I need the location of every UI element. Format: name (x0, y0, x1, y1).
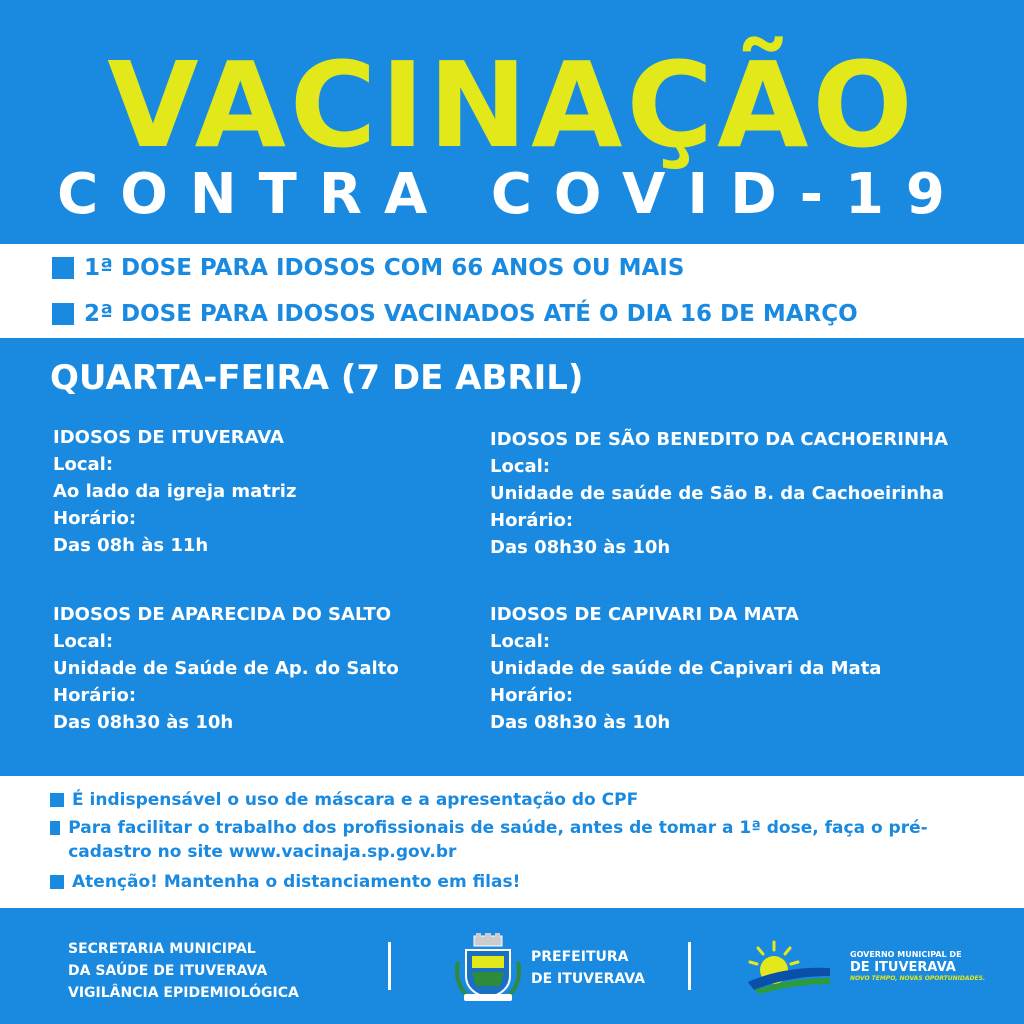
local-value: Unidade de saúde de São B. da Cachoeirinha (490, 483, 945, 504)
location-group: IDOSOS DE ITUVERAVA (53, 427, 284, 448)
horario-value: Das 08h às 11h (53, 535, 209, 556)
horario-label: Horário: (53, 508, 137, 529)
footer-line: VIGILÂNCIA EPIDEMIOLÓGICA (68, 985, 299, 1001)
location-group: IDOSOS DE APARECIDA DO SALTO (53, 604, 392, 625)
dose-item-second (52, 299, 858, 329)
local-value: Unidade de Saúde de Ap. do Salto (53, 658, 399, 679)
footer-prefeitura (531, 946, 645, 990)
dose-label: 1ª DOSE PARA IDOSOS COM 66 ANOS OU MAIS (84, 255, 685, 281)
local-label: Local: (53, 631, 114, 652)
footer-divider (388, 942, 391, 990)
page-subtitle: CONTRA COVID-19 (57, 162, 967, 227)
location-ituverava (53, 424, 296, 559)
footer-governo (850, 950, 985, 983)
square-bullet-icon (50, 875, 64, 889)
horario-label: Horário: (490, 510, 574, 531)
governo-name: DE ITUVERAVA (850, 960, 956, 975)
page-title: VACINAÇÃO (107, 36, 917, 174)
note-text: Para facilitar o trabalho dos profissionais de saúde, antes de tomar a 1ª dose, faça o pré-cadastro no site www.vacinaja.sp.gov.br (68, 818, 928, 862)
horario-value: Das 08h30 às 10h (490, 537, 671, 558)
governo-slogan: NOVO TEMPO, NOVAS OPORTUNIDADES. (850, 975, 986, 982)
square-bullet-icon (52, 303, 74, 325)
city-crest-icon (452, 932, 524, 1004)
footer-line: DE ITUVERAVA (531, 971, 645, 987)
governo-line: GOVERNO MUNICIPAL DE (850, 950, 962, 959)
footer-line: SECRETARIA MUNICIPAL (68, 941, 256, 957)
footer-line: PREFEITURA (531, 949, 629, 965)
horario-label: Horário: (53, 685, 137, 706)
sun-logo-icon (744, 938, 834, 994)
note-item (50, 788, 638, 812)
dose-label: 2ª DOSE PARA IDOSOS VACINADOS ATÉ O DIA 16 DE MARÇO (84, 301, 858, 327)
square-bullet-icon (50, 793, 64, 807)
location-group: IDOSOS DE SÃO BENEDITO DA CACHOERINHA (490, 429, 949, 450)
local-value: Unidade de saúde de Capivari da Mata (490, 658, 882, 679)
local-label: Local: (490, 456, 551, 477)
location-group: IDOSOS DE CAPIVARI DA MATA (490, 604, 799, 625)
location-aparecida-do-salto (53, 601, 399, 736)
square-bullet-icon (50, 821, 60, 835)
note-item (50, 870, 520, 894)
footer-secretaria (68, 938, 299, 1004)
local-label: Local: (490, 631, 551, 652)
note-text: Atenção! Mantenha o distanciamento em filas! (72, 872, 521, 892)
location-capivari-da-mata (490, 601, 881, 736)
footer-divider (688, 942, 691, 990)
note-text: É indispensável o uso de máscara e a apresentação do CPF (72, 790, 639, 810)
square-bullet-icon (52, 257, 74, 279)
dose-item-first (52, 253, 684, 283)
footer-line: DA SAÚDE DE ITUVERAVA (68, 963, 268, 979)
local-label: Local: (53, 454, 114, 475)
horario-value: Das 08h30 às 10h (490, 712, 671, 733)
location-sao-benedito (490, 426, 948, 561)
note-item (50, 816, 980, 864)
horario-value: Das 08h30 às 10h (53, 712, 234, 733)
vaccination-date: QUARTA-FEIRA (7 DE ABRIL) (50, 358, 584, 398)
horario-label: Horário: (490, 685, 574, 706)
local-value: Ao lado da igreja matriz (53, 481, 297, 502)
